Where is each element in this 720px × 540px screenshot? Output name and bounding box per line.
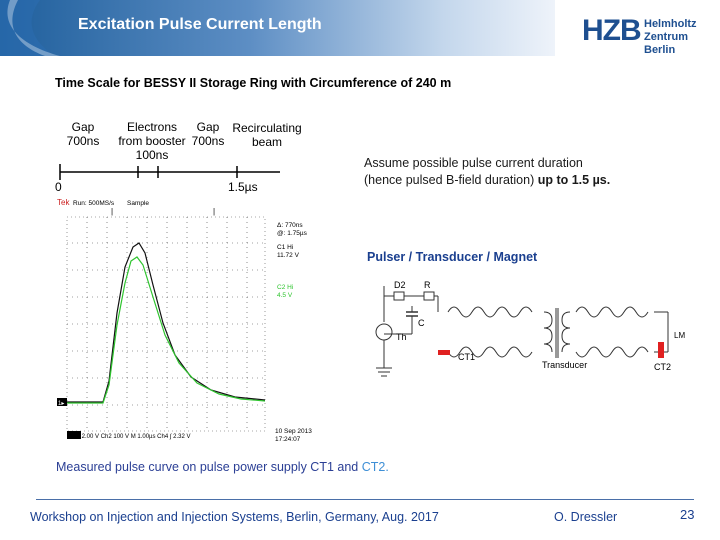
- circuit-label-ct2: CT2: [654, 362, 672, 372]
- hzb-logo: [582, 14, 702, 56]
- assumption-emphasis: up to 1.5 µs.: [537, 173, 611, 187]
- ct1-sensor-marker: [438, 350, 450, 355]
- scope-readout-at: @: 1.75µs: [277, 230, 307, 237]
- circuit-label-ct1: CT1: [458, 352, 476, 362]
- slide-subtitle: Time Scale for BESSY II Storage Ring with Circumference of 240 m: [55, 76, 452, 90]
- scope-brand: Tek: [57, 198, 70, 207]
- scope-readout-delta: Δ: 770ns: [277, 222, 303, 229]
- scope-mode: Sample: [127, 200, 150, 207]
- gap2-word: Gap: [196, 120, 220, 134]
- measured-caption: [56, 460, 389, 474]
- pulser-heading: Pulser / Transducer / Magnet: [367, 250, 538, 264]
- circuit-label-d2: D2: [394, 280, 406, 290]
- scope-ch2-value: 4.5 V: [277, 292, 293, 299]
- cable-upper: [448, 307, 532, 317]
- circuit-label-th: Th: [396, 332, 407, 342]
- circuit-label-c: C: [418, 318, 425, 328]
- scope-ch1-marker: 1▸: [58, 401, 65, 407]
- measured-caption-text: Measured pulse curve on pulse power supply CT1 and: [56, 460, 362, 474]
- logo-line-2: Zentrum Berlin: [644, 31, 688, 56]
- ct2-sensor-marker: [658, 342, 664, 358]
- logo-subtext: [644, 18, 702, 57]
- scope-ch1-label: C1 Hi: [277, 244, 294, 251]
- circuit-label-lm: LM: [674, 331, 686, 340]
- timeline-start: 0: [55, 180, 62, 194]
- page-title: Excitation Pulse Current Length: [78, 16, 322, 33]
- footer-event: Workshop on Injection and Injection Systems, Berlin, Germany, Aug. 2017: [30, 510, 439, 524]
- electrons-duration: 100ns: [135, 148, 169, 162]
- scope-ch1-value: 11.72 V: [277, 252, 299, 259]
- diode-d2-symbol: [394, 292, 404, 300]
- scope-run: Run: 500MS/s: [73, 200, 115, 207]
- timeline-gap1-label: [62, 120, 104, 148]
- gap1-word: Gap: [71, 120, 95, 134]
- timeline-gap2-label: [186, 120, 230, 148]
- transducer-secondary-coil: [562, 312, 570, 352]
- page-number: 23: [680, 507, 695, 522]
- gap2-duration: 700ns: [191, 134, 225, 148]
- assumption-line-2-text: (hence pulsed B-field duration): [364, 173, 538, 187]
- timeline-electrons-label: [114, 120, 190, 162]
- logo-mark: HZB: [582, 14, 641, 47]
- footer-divider: [36, 499, 694, 500]
- pulser-circuit-diagram: [358, 272, 698, 387]
- recirc-word: Recirculating: [232, 121, 302, 135]
- scope-bottom-settings: Ch1 2.00 V Ch2 100 V M 1.00µs Ch4 ∫ 2.32 V: [69, 434, 191, 440]
- assumption-note: [364, 155, 610, 189]
- resistor-r-symbol: [424, 292, 434, 300]
- scope-date: 10 Sep 2013: [275, 428, 312, 435]
- gap1-duration: 700ns: [66, 134, 100, 148]
- header-swoosh-graphic: [0, 0, 70, 56]
- circuit-label-transducer: Transducer: [542, 360, 588, 370]
- transducer-primary-coil: [544, 312, 552, 352]
- scope-time: 17:24:07: [275, 436, 301, 443]
- electrons-source: from booster: [118, 134, 186, 148]
- magnet-cable-lower: [576, 347, 648, 357]
- circuit-label-r: R: [424, 280, 431, 290]
- assumption-line-2: [364, 172, 610, 189]
- timeline-recirc-label: [228, 121, 306, 149]
- scope-trig-mark-1: |: [111, 207, 114, 216]
- magnet-cable-upper: [576, 307, 648, 317]
- oscilloscope-screenshot: [55, 195, 317, 445]
- logo-line-1: Helmholtz: [644, 18, 697, 30]
- measured-caption-ct2: CT2.: [361, 460, 389, 474]
- footer-author: O. Dressler: [554, 510, 618, 524]
- timeline-end: 1.5µs: [228, 180, 258, 194]
- thyristor-th-symbol: [376, 324, 392, 340]
- scope-trig-mark-2: |: [213, 207, 216, 216]
- scope-ch2-label: C2 Hi: [277, 284, 294, 291]
- assumption-line-1: Assume possible pulse current duration: [364, 156, 583, 170]
- recirc-beam: beam: [251, 135, 283, 149]
- electrons-word: Electrons: [126, 120, 178, 134]
